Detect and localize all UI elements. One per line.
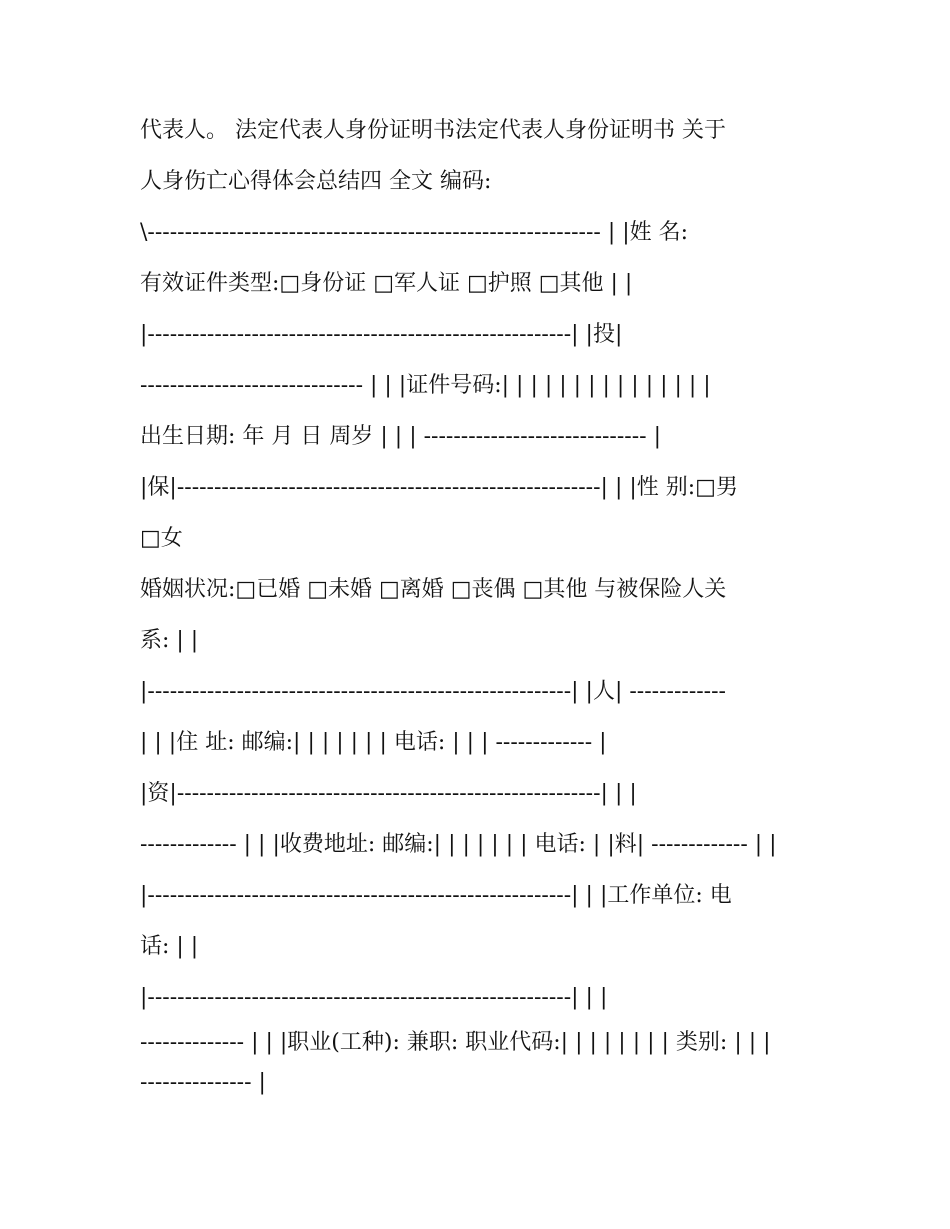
text-line: -------------- | | |职业(工种): 兼职: 职业代码:| | | | | | | | 类别: | | | — [140, 1030, 771, 1055]
text-line: | | |住 址: 邮编:| | | | | | | 电话: | | | ------------- | — [140, 730, 607, 755]
text-line: \------------------------------------------------------------- | |姓 名: — [140, 220, 689, 245]
text-line: ------------------------------ | | |证件号码:| | | | | | | | | | | | | | | — [140, 373, 711, 398]
text-line: 婚姻状况:□已婚 □未婚 □离婚 □丧偶 □其他 与被保险人关 — [140, 577, 727, 602]
text-line: ------------- | | |收费地址: 邮编:| | | | | | | 电话: | |料| ------------- | | — [140, 832, 777, 857]
text-line: |---------------------------------------------------------| |投| — [140, 322, 623, 347]
document-body — [140, 105, 820, 1103]
text-line: 系: | | — [140, 628, 199, 653]
text-line: 代表人。 法定代表人身份证明书法定代表人身份证明书 关于 — [140, 118, 726, 143]
text-line: |---------------------------------------------------------| |人| ------------- — [140, 679, 726, 704]
text-line: 话: | | — [140, 934, 199, 959]
text-line: |---------------------------------------------------------| | |工作单位: 电 — [140, 883, 732, 908]
text-line: |保|---------------------------------------------------------| | |性 别:□男 — [140, 475, 738, 500]
text-line: 出生日期: 年 月 日 周岁 | | | ------------------------------ | — [140, 424, 662, 449]
text-line: 有效证件类型:□身份证 □军人证 □护照 □其他 | | — [140, 271, 633, 296]
text-line: □女 — [140, 526, 183, 551]
text-line: 人身伤亡心得体会总结四 全文 编码: — [140, 169, 492, 194]
text-line: |资|---------------------------------------------------------| | | — [140, 781, 637, 806]
text-line: |---------------------------------------------------------| | | — [140, 985, 608, 1010]
text-line: --------------- | — [140, 1070, 266, 1095]
